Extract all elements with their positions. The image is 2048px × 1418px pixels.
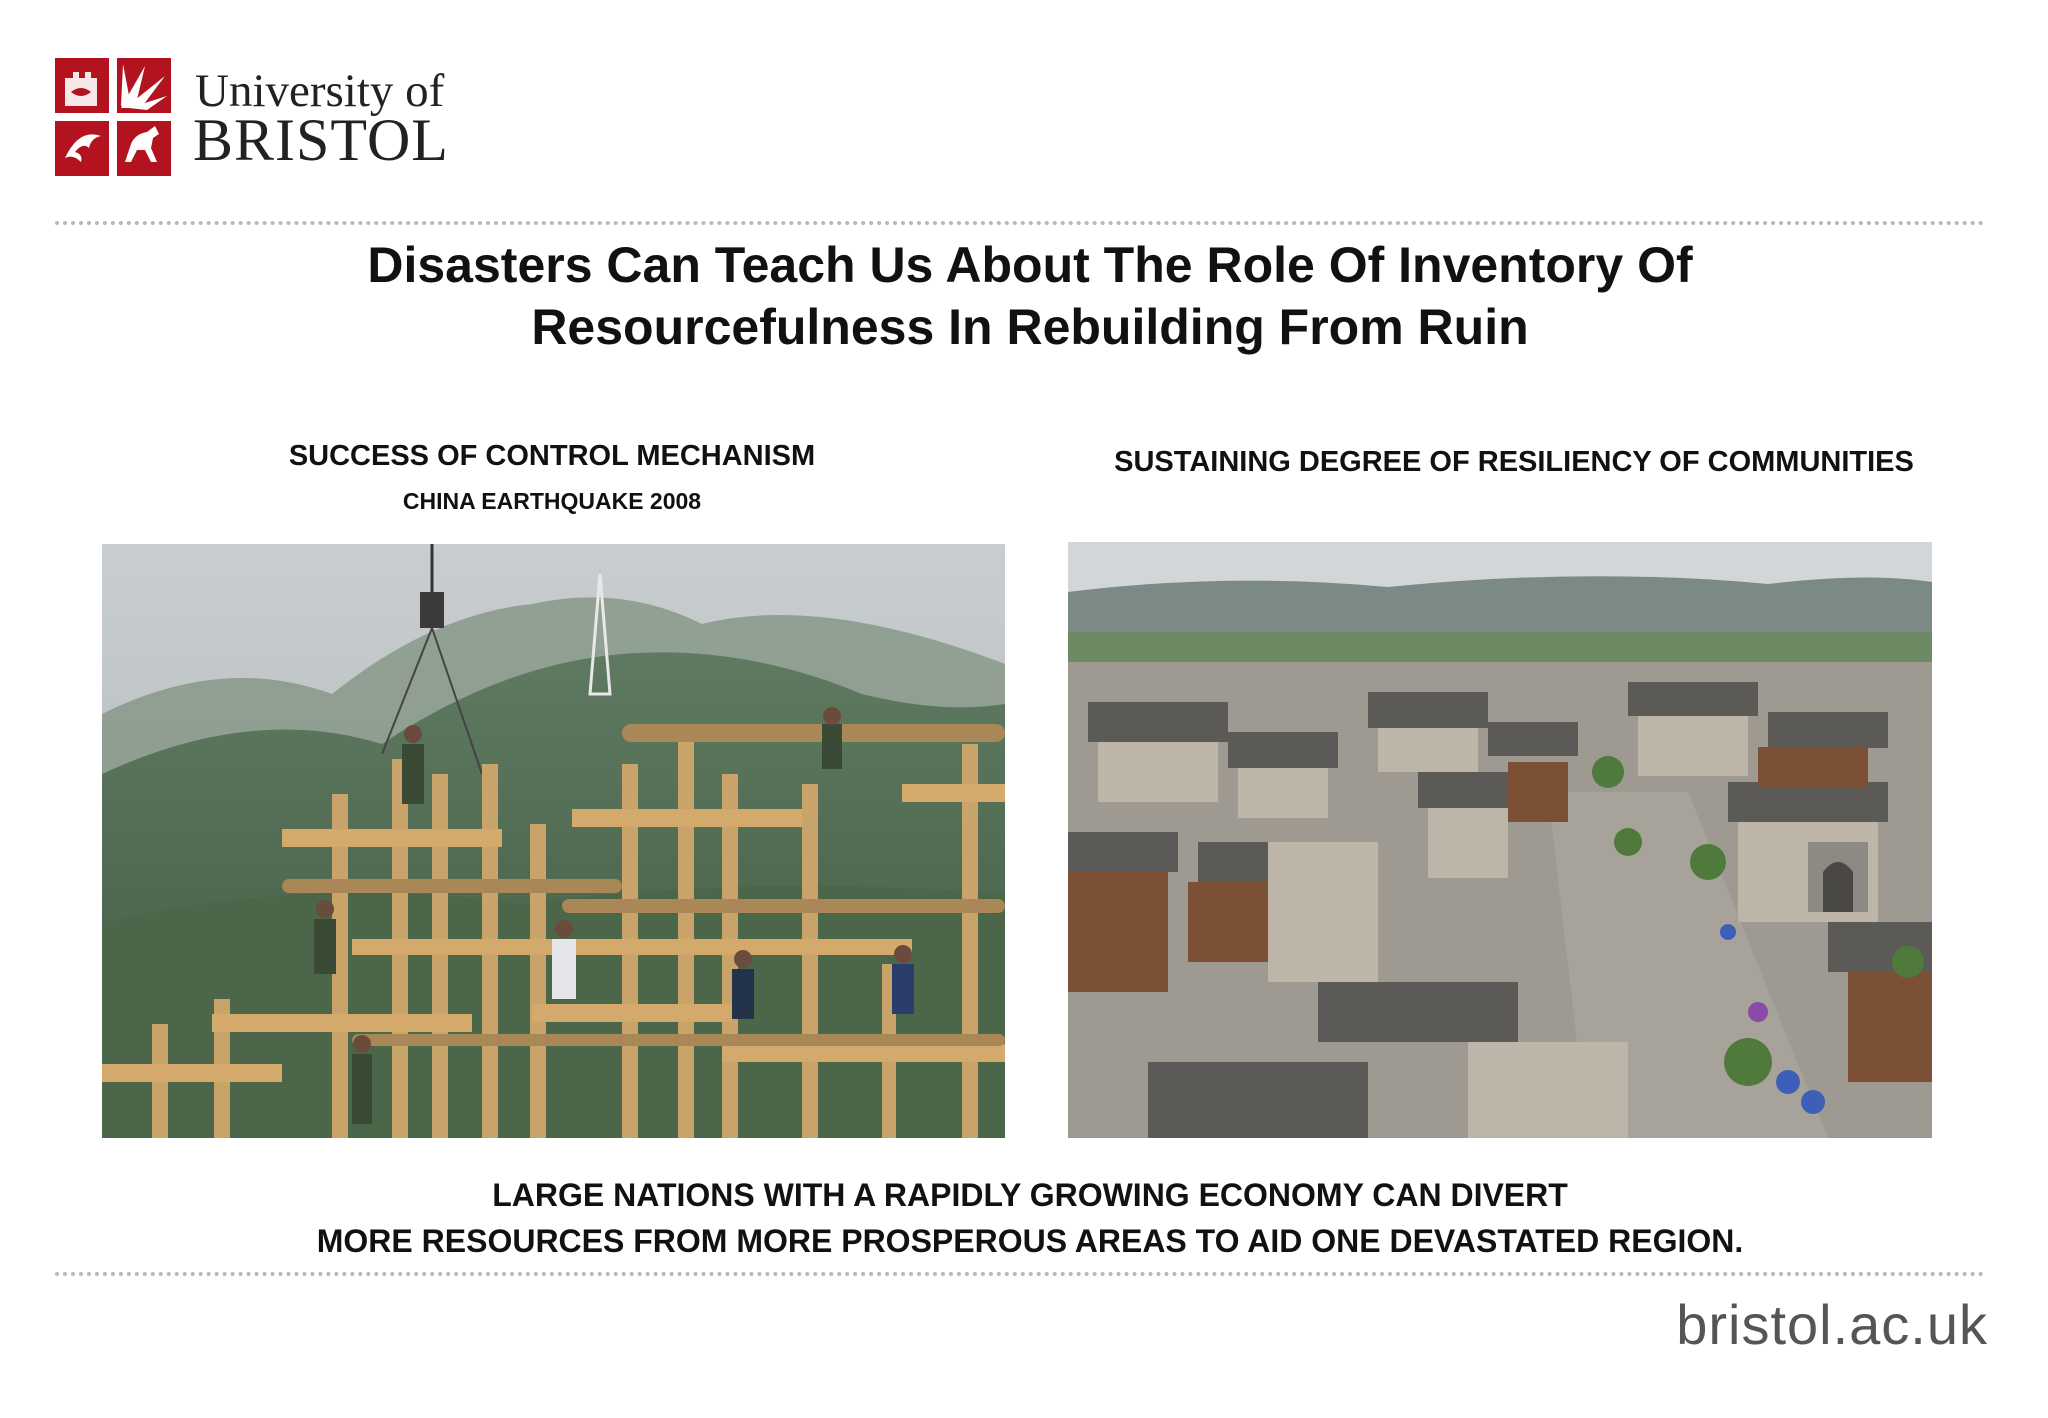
title-line-1: Disasters Can Teach Us About The Role Of Inventory Of: [367, 237, 1693, 293]
crest-icon: [55, 58, 171, 176]
rebuilt-town-photo: [1068, 542, 1932, 1138]
construction-photo: [102, 544, 1005, 1138]
top-dotted-divider: [55, 221, 1985, 225]
left-subheading: CHINA EARTHQUAKE 2008: [402, 488, 702, 514]
left-heading: SUCCESS OF CONTROL MECHANISM: [288, 440, 816, 472]
title-line-2: Resourcefulness In Rebuilding From Ruin: [531, 299, 1529, 355]
logo-bristol-text: BRISTOL: [193, 107, 449, 173]
logo-university-text: University of: [195, 65, 445, 117]
bottom-dotted-divider: [55, 1272, 1985, 1276]
conclusion-line-2: MORE RESOURCES FROM MORE PROSPEROUS AREAS TO AID ONE DEVASTATED REGION.: [316, 1223, 1744, 1259]
slide-title: [150, 234, 1910, 358]
right-heading: SUSTAINING DEGREE OF RESILIENCY OF COMMUNITIES: [1114, 446, 1914, 478]
conclusion-text: [150, 1172, 1910, 1264]
university-logo: [55, 58, 495, 178]
footer-url: bristol.ac.uk: [1676, 1293, 1988, 1356]
conclusion-line-1: LARGE NATIONS WITH A RAPIDLY GROWING ECONOMY CAN DIVERT: [492, 1177, 1568, 1213]
